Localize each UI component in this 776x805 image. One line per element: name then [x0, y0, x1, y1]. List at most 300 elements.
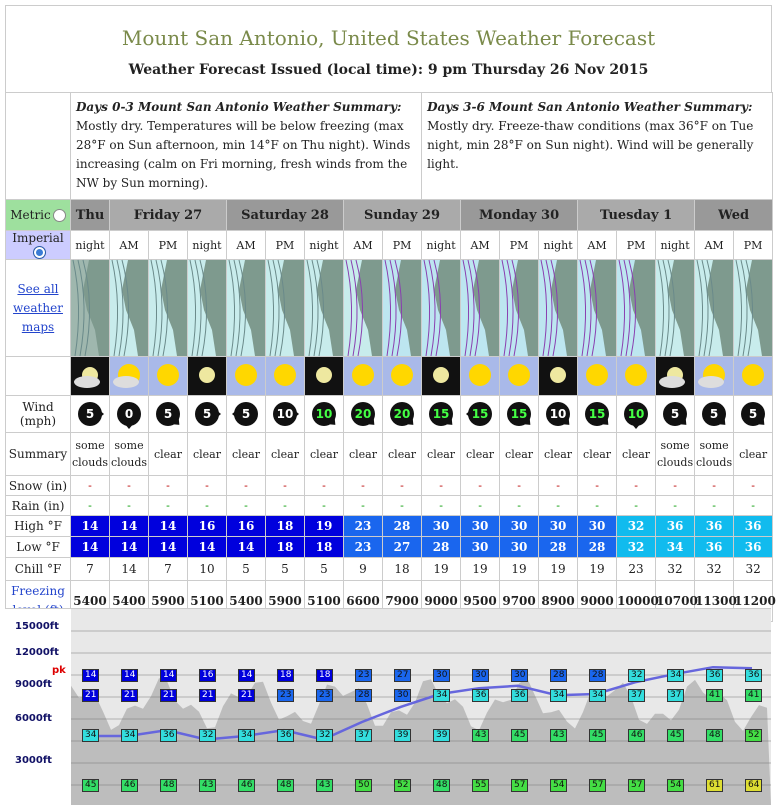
chart-temp-tag: 32 [316, 729, 333, 742]
high-temp-cell: 36 [695, 516, 734, 537]
low-temp-cell: 28 [422, 537, 461, 558]
low-temp-cell: 14 [227, 537, 266, 558]
wind-cell [110, 396, 149, 433]
see-all-maps-link[interactable]: See all weather maps [13, 281, 63, 334]
freezing-level-cell: 8900 [539, 581, 578, 622]
day-header-3: Sunday 29 [344, 200, 461, 231]
period-8: PM [383, 231, 422, 260]
chart-temp-tag: 23 [316, 689, 333, 702]
freezing-level-chart [5, 608, 771, 805]
period-0: night [71, 231, 110, 260]
rain-cell: - [149, 496, 188, 516]
summary-cell: clear [734, 433, 773, 476]
snow-cell: - [344, 476, 383, 496]
weather-map-thumbnail[interactable] [305, 260, 344, 357]
freezing-level-cell: 5900 [149, 581, 188, 622]
moon-icon [306, 358, 342, 392]
snow-cell: - [110, 476, 149, 496]
low-temp-cell: 34 [656, 537, 695, 558]
map-image [344, 260, 382, 356]
chill-cell: 19 [539, 558, 578, 581]
chart-temp-tag: 23 [355, 669, 372, 682]
chart-temp-tag: 34 [121, 729, 138, 742]
rain-cell: - [656, 496, 695, 516]
wind-arrow-icon: 5 [156, 402, 180, 426]
summary-cell: clear [305, 433, 344, 476]
day-header-4: Monday 30 [461, 200, 578, 231]
chart-temp-tag: 46 [628, 729, 645, 742]
rain-cell: - [461, 496, 500, 516]
wind-cell [461, 396, 500, 433]
rain-cell: - [383, 496, 422, 516]
sun-icon [578, 357, 617, 396]
chart-temp-tag: 43 [199, 779, 216, 792]
chart-temp-tag: 57 [511, 779, 528, 792]
rain-cell: - [188, 496, 227, 516]
freezing-level-cell: 5400 [110, 581, 149, 622]
map-image [539, 260, 577, 356]
imperial-toggle[interactable] [6, 231, 71, 260]
freezing-level-cell: 5400 [71, 581, 110, 622]
period-12: night [539, 231, 578, 260]
wind-cell [305, 396, 344, 433]
chill-cell: 19 [461, 558, 500, 581]
metric-radio[interactable] [53, 209, 66, 222]
snow-cell: - [305, 476, 344, 496]
summary-cell: clear [578, 433, 617, 476]
high-temp-cell: 19 [305, 516, 344, 537]
sun-icon [344, 357, 383, 396]
weather-map-thumbnail[interactable] [227, 260, 266, 357]
rain-cell: - [71, 496, 110, 516]
wind-cell [539, 396, 578, 433]
chart-temp-tag: 54 [667, 779, 684, 792]
period-7: AM [344, 231, 383, 260]
sun-cloud-icon [110, 357, 149, 396]
snow-cell: - [578, 476, 617, 496]
wind-cell [71, 396, 110, 433]
wind-cell [695, 396, 734, 433]
wind-arrow-icon: 20 [351, 402, 375, 426]
wind-cell [266, 396, 305, 433]
period-10: AM [461, 231, 500, 260]
freezing-label[interactable]: Freezing [6, 581, 71, 622]
snow-cell: - [500, 476, 539, 496]
moon-icon [188, 357, 227, 396]
chart-temp-tag: 36 [745, 669, 762, 682]
period-row [6, 231, 773, 260]
summary-label: Summary [6, 433, 71, 476]
chart-temp-tag: 21 [160, 689, 177, 702]
chart-temp-tag: 41 [745, 689, 762, 702]
snow-cell: - [734, 476, 773, 496]
low-temp-cell: 18 [305, 537, 344, 558]
weather-map-thumbnail[interactable] [71, 260, 110, 357]
chart-temp-tag: 21 [121, 689, 138, 702]
chart-temp-tag: 34 [550, 689, 567, 702]
metric-toggle[interactable] [6, 200, 71, 231]
chart-temp-tag: 21 [82, 689, 99, 702]
low-temp-cell: 30 [500, 537, 539, 558]
map-image [149, 260, 187, 356]
wind-arrow-icon: 10 [273, 402, 297, 426]
freezing-level-cell: 9700 [500, 581, 539, 622]
chart-temp-tag: 45 [667, 729, 684, 742]
wind-arrow-icon: 5 [195, 402, 219, 426]
chart-temp-tag: 54 [550, 779, 567, 792]
rain-cell: - [500, 496, 539, 516]
day-header-1: Friday 27 [110, 200, 227, 231]
rain-cell: - [578, 496, 617, 516]
high-temp-cell: 14 [149, 516, 188, 537]
chart-temp-tag: 55 [472, 779, 489, 792]
snow-cell: - [266, 476, 305, 496]
wind-cell [578, 396, 617, 433]
chart-temp-tag: 34 [82, 729, 99, 742]
weather-map-thumbnail[interactable] [578, 260, 617, 357]
freezing-level-cell: 11200 [734, 581, 773, 622]
day-header-2: Saturday 28 [227, 200, 344, 231]
chill-cell: 19 [500, 558, 539, 581]
wind-cell [344, 396, 383, 433]
freezing-level-cell: 10700 [656, 581, 695, 622]
snow-cell: - [422, 476, 461, 496]
chill-cell: 14 [110, 558, 149, 581]
sun-icon [461, 357, 500, 396]
rain-cell: - [539, 496, 578, 516]
moon-icon [422, 357, 461, 396]
forecast-table [5, 92, 776, 622]
chart-temp-tag: 18 [277, 669, 294, 682]
snow-cell: - [695, 476, 734, 496]
wind-arrow-icon: 15 [507, 402, 531, 426]
map-image [110, 260, 148, 356]
high-temp-cell: 28 [383, 516, 422, 537]
rain-cell: - [422, 496, 461, 516]
chart-temp-tag: 14 [82, 669, 99, 682]
rain-cell: - [695, 496, 734, 516]
snow-cell: - [461, 476, 500, 496]
high-temp-cell: 30 [578, 516, 617, 537]
snow-cell: - [617, 476, 656, 496]
summary-row [6, 93, 773, 200]
weather-map-thumbnail[interactable] [266, 260, 305, 357]
snow-cell: - [149, 476, 188, 496]
wind-arrow-icon: 5 [702, 402, 726, 426]
chart-temp-tag: 32 [628, 669, 645, 682]
chill-cell: 10 [188, 558, 227, 581]
chart-temp-tag: 43 [550, 729, 567, 742]
high-temp-cell: 18 [266, 516, 305, 537]
icon-label-spacer [6, 357, 71, 396]
map-image [461, 260, 499, 356]
high-temp-cell: 36 [656, 516, 695, 537]
weather-map-thumbnail[interactable] [383, 260, 422, 357]
sun-icon [266, 357, 305, 396]
chill-cell: 23 [617, 558, 656, 581]
wind-arrow-icon: 0 [117, 402, 141, 426]
high-temp-cell: 30 [461, 516, 500, 537]
header [5, 5, 772, 93]
summary-cell: clear [344, 433, 383, 476]
weather-map-thumbnail[interactable] [617, 260, 656, 357]
summary-cell: some clouds [695, 433, 734, 476]
freezing-level-cell: 10000 [617, 581, 656, 622]
weather-icon-row [6, 357, 773, 396]
weather-map-thumbnail[interactable] [188, 260, 227, 357]
chart-temp-tag: 16 [199, 669, 216, 682]
chart-temp-tag: 30 [472, 669, 489, 682]
period-15: night [656, 231, 695, 260]
moon-icon [540, 358, 576, 392]
map-image [695, 260, 733, 356]
peak-marker: pk [52, 665, 66, 676]
low-label: Low °F [6, 537, 71, 558]
imperial-radio[interactable] [33, 246, 46, 259]
sun-icon [345, 358, 381, 392]
chill-cell: 5 [305, 558, 344, 581]
summary-text-row [6, 433, 773, 476]
summary-text: Mostly dry. Temperatures will be below freezing (max 28°F on Sun afternoon, min 14°F on Thu night). Winds increasing (calm on Fri morning, fresh winds from the NW by Sun morning). [76, 119, 411, 190]
chart-temp-tag: 57 [628, 779, 645, 792]
wind-arrow-icon: 15 [585, 402, 609, 426]
snow-cell: - [539, 476, 578, 496]
chill-cell: 32 [734, 558, 773, 581]
chart-temp-tag: 30 [394, 689, 411, 702]
summary-heading: Days 0-3 Mount San Antonio Weather Summary: [76, 100, 402, 114]
chart-temp-tag: 52 [394, 779, 411, 792]
map-row [6, 260, 773, 357]
chart-axis [5, 609, 71, 805]
wind-cell [383, 396, 422, 433]
sun-icon [267, 358, 303, 392]
chill-cell: 7 [149, 558, 188, 581]
sun-cloud-icon [696, 358, 732, 392]
chill-cell: 5 [227, 558, 266, 581]
wind-arrow-icon: 5 [78, 402, 102, 426]
weather-map-thumbnail[interactable] [539, 260, 578, 357]
y-tick-label: 15000ft [15, 621, 59, 632]
low-temp-cell: 30 [461, 537, 500, 558]
chart-temp-tag: 46 [121, 779, 138, 792]
summary-cell: clear [617, 433, 656, 476]
metric-label: Metric [10, 208, 51, 222]
sun-icon [150, 358, 186, 392]
chill-cell: 19 [578, 558, 617, 581]
summary-cell: clear [500, 433, 539, 476]
issued-time: Weather Forecast Issued (local time): 9 pm Thursday 26 Nov 2015 [128, 62, 649, 78]
sun-icon [384, 358, 420, 392]
low-temp-cell: 36 [695, 537, 734, 558]
rain-cell: - [266, 496, 305, 516]
chart-temp-tag: 48 [277, 779, 294, 792]
snow-row [6, 476, 773, 496]
summary-days-3-6 [422, 93, 773, 200]
low-temp-cell: 14 [71, 537, 110, 558]
weather-map-thumbnail[interactable] [695, 260, 734, 357]
chart-temp-tag: 46 [238, 779, 255, 792]
day-header-0: Thu [71, 200, 110, 231]
summary-text: Mostly dry. Freeze-thaw conditions (max 36°F on Tue night, min 28°F on Sun night). Wind will be generally light. [427, 119, 754, 171]
chart-temp-tag: 21 [199, 689, 216, 702]
chill-label: Chill °F [6, 558, 71, 581]
low-temp-cell: 14 [188, 537, 227, 558]
snow-cell: - [227, 476, 266, 496]
wind-arrow-icon: 10 [312, 402, 336, 426]
rain-cell: - [734, 496, 773, 516]
map-image [383, 260, 421, 356]
high-temp-row [6, 516, 773, 537]
chart-temp-tag: 37 [355, 729, 372, 742]
y-tick-label: 6000ft [15, 713, 52, 724]
day-header-row [6, 200, 773, 231]
chart-temp-tag: 28 [355, 689, 372, 702]
rain-cell: - [617, 496, 656, 516]
summary-cell: clear [383, 433, 422, 476]
chart-temp-tag: 34 [433, 689, 450, 702]
summary-cell: clear [149, 433, 188, 476]
snow-cell: - [656, 476, 695, 496]
moon-icon [539, 357, 578, 396]
chill-row [6, 558, 773, 581]
weather-map-thumbnail[interactable] [110, 260, 149, 357]
period-11: PM [500, 231, 539, 260]
rain-cell: - [227, 496, 266, 516]
weather-map-thumbnail[interactable] [149, 260, 188, 357]
wind-arrow-icon: 5 [663, 402, 687, 426]
high-temp-cell: 16 [188, 516, 227, 537]
chart-temp-tag: 41 [706, 689, 723, 702]
freezing-level-cell: 5900 [266, 581, 305, 622]
chart-temp-tag: 36 [277, 729, 294, 742]
maps-link-cell [6, 260, 71, 357]
chart-temp-tag: 23 [277, 689, 294, 702]
sun-icon [501, 358, 537, 392]
chart-temp-tag: 21 [238, 689, 255, 702]
map-image [188, 260, 226, 356]
chart-temp-tag: 45 [511, 729, 528, 742]
chart-temp-tag: 57 [589, 779, 606, 792]
wind-arrow-icon: 5 [741, 402, 765, 426]
y-tick-label: 3000ft [15, 755, 52, 766]
moon-cloud-icon [71, 357, 110, 396]
chart-temp-tag: 34 [667, 669, 684, 682]
high-temp-cell: 14 [71, 516, 110, 537]
period-4: AM [227, 231, 266, 260]
chart-temp-tag: 61 [706, 779, 723, 792]
chart-temp-tag: 48 [433, 779, 450, 792]
snow-cell: - [188, 476, 227, 496]
chill-cell: 7 [71, 558, 110, 581]
chart-temp-tag: 64 [745, 779, 762, 792]
wind-cell [734, 396, 773, 433]
low-temp-cell: 18 [266, 537, 305, 558]
period-13: AM [578, 231, 617, 260]
summary-cell: some clouds [656, 433, 695, 476]
wind-cell [149, 396, 188, 433]
wind-arrow-icon: 15 [429, 402, 453, 426]
high-temp-cell: 30 [539, 516, 578, 537]
sun-icon [462, 358, 498, 392]
sun-icon [227, 357, 266, 396]
chart-temp-tag: 43 [472, 729, 489, 742]
summary-cell: some clouds [71, 433, 110, 476]
chart-temp-tag: 48 [706, 729, 723, 742]
moon-icon [423, 358, 459, 392]
weather-map-thumbnail[interactable] [656, 260, 695, 357]
period-2: PM [149, 231, 188, 260]
sun-icon [618, 358, 654, 392]
low-temp-cell: 28 [539, 537, 578, 558]
low-temp-cell: 14 [110, 537, 149, 558]
map-image [422, 260, 460, 356]
chart-temp-tag: 50 [355, 779, 372, 792]
high-temp-cell: 32 [617, 516, 656, 537]
chill-cell: 32 [656, 558, 695, 581]
chart-temp-tag: 14 [238, 669, 255, 682]
wind-row [6, 396, 773, 433]
y-tick-label: 9000ft [15, 679, 52, 690]
low-temp-row [6, 537, 773, 558]
summary-cell: clear [422, 433, 461, 476]
chill-cell: 9 [344, 558, 383, 581]
chart-temp-tag: 45 [589, 729, 606, 742]
chart-temp-tag: 43 [316, 779, 333, 792]
chart-temp-tag: 48 [160, 779, 177, 792]
weather-map-thumbnail[interactable] [461, 260, 500, 357]
freezing-level-cell: 5400 [227, 581, 266, 622]
wind-arrow-icon: 5 [234, 402, 258, 426]
weather-map-thumbnail[interactable] [344, 260, 383, 357]
period-9: night [422, 231, 461, 260]
chill-cell: 32 [695, 558, 734, 581]
chart-temp-tag: 36 [472, 689, 489, 702]
chart-temp-tag: 45 [82, 779, 99, 792]
wind-cell [188, 396, 227, 433]
high-temp-cell: 23 [344, 516, 383, 537]
sun-icon [383, 357, 422, 396]
wind-label: Wind (mph) [6, 396, 71, 433]
wind-arrow-icon: 20 [390, 402, 414, 426]
freezing-level-cell: 5100 [188, 581, 227, 622]
chart-temp-tag: 27 [394, 669, 411, 682]
summary-spacer [6, 93, 71, 200]
chart-temp-tag: 36 [511, 689, 528, 702]
freezing-level-cell: 9000 [578, 581, 617, 622]
summary-cell: clear [266, 433, 305, 476]
summary-cell: clear [188, 433, 227, 476]
low-temp-cell: 36 [734, 537, 773, 558]
sun-icon [734, 357, 773, 396]
chart-temp-tag: 18 [316, 669, 333, 682]
sun-cloud-icon [695, 357, 734, 396]
map-image [617, 260, 655, 356]
weather-map-thumbnail[interactable] [500, 260, 539, 357]
chart-temp-tag: 32 [199, 729, 216, 742]
map-image [734, 260, 772, 356]
weather-map-thumbnail[interactable] [734, 260, 773, 357]
rain-cell: - [305, 496, 344, 516]
chart-temp-tag: 30 [433, 669, 450, 682]
low-temp-cell: 14 [149, 537, 188, 558]
freezing-level-cell: 9000 [422, 581, 461, 622]
chart-temp-tag: 37 [628, 689, 645, 702]
weather-map-thumbnail[interactable] [422, 260, 461, 357]
chart-temp-tag: 28 [589, 669, 606, 682]
summary-cell: some clouds [110, 433, 149, 476]
sun-icon [228, 358, 264, 392]
sun-icon [500, 357, 539, 396]
